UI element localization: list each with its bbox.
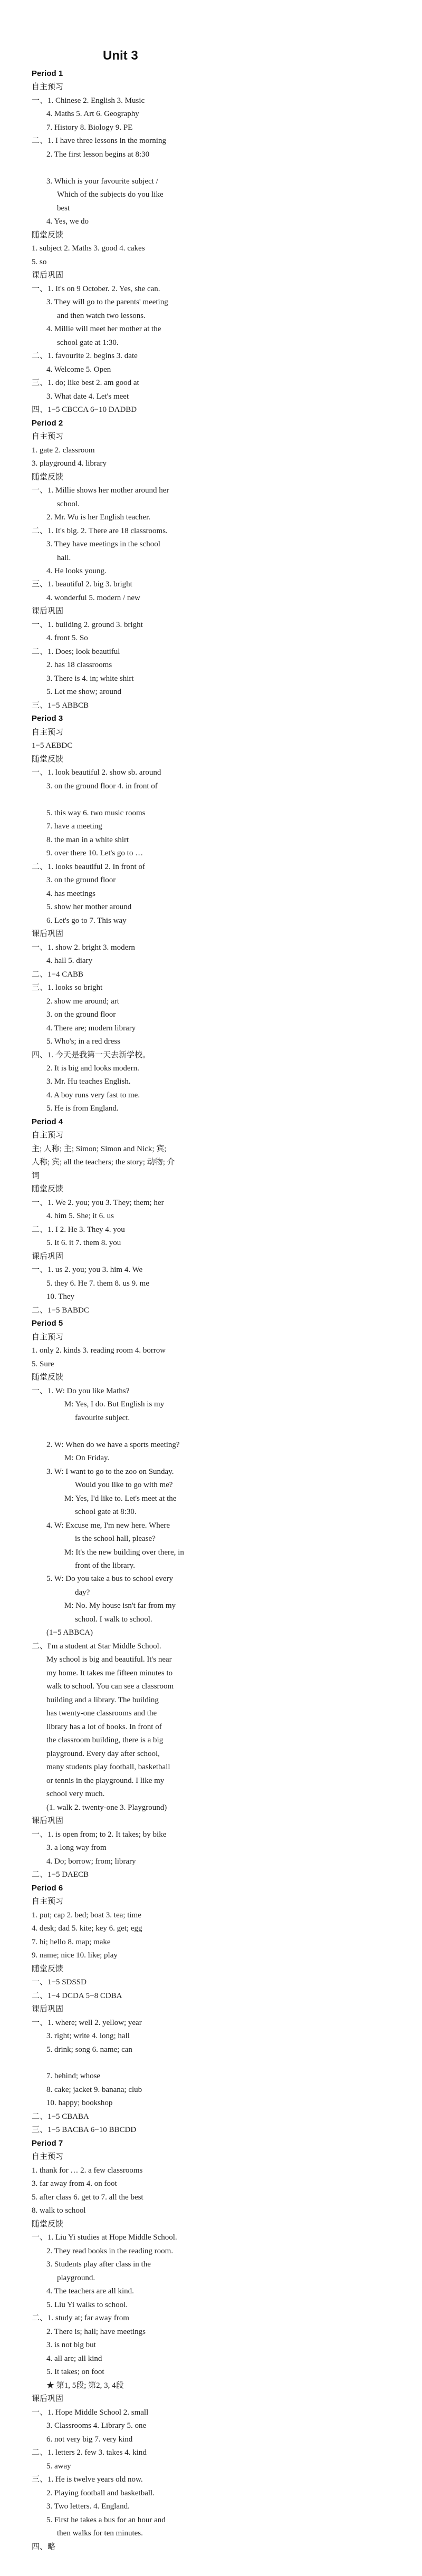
answer-line: 三、1. He is twelve years old now. bbox=[32, 2475, 143, 2484]
answer-line: 一、1−5 SDSSD bbox=[32, 1978, 87, 1986]
answer-line: 4. all are; all kind bbox=[46, 2355, 102, 2363]
answer-line: 一、1. us 2. you; you 3. him 4. We bbox=[32, 1266, 143, 1274]
section-label: 自主预习 bbox=[32, 432, 64, 441]
answer-line: 7. have a meeting bbox=[46, 822, 102, 831]
answer-line: school. bbox=[57, 500, 80, 508]
answer-line: 二、1. It's big. 2. There are 18 classrooms. bbox=[32, 527, 168, 535]
answer-line: M: Yes, I'd like to. Let's meet at the bbox=[64, 1494, 177, 1503]
answer-line: 一、1. is open from; to 2. It takes; by bike bbox=[32, 1830, 167, 1839]
answer-line: 3. W: I want to go to the zoo on Sunday. bbox=[46, 1468, 174, 1476]
answer-line: M: It's the new building over there, in bbox=[64, 1548, 184, 1557]
answer-line: 4. him 5. She; it 6. us bbox=[46, 1212, 114, 1220]
answer-line: school. I walk to school. bbox=[75, 1615, 152, 1624]
answer-line: 3. They will go to the parents' meeting bbox=[46, 298, 168, 306]
section-label: 课后巩固 bbox=[32, 271, 64, 279]
answer-line: 5. Let me show; around bbox=[46, 688, 122, 696]
page-title: Unit 3 bbox=[103, 49, 138, 63]
answer-line: hall. bbox=[57, 554, 71, 562]
section-label: 课后巩固 bbox=[32, 2005, 64, 2013]
answer-line: 4. There are; modern library bbox=[46, 1024, 136, 1033]
answer-line: school gate at 1:30. bbox=[57, 339, 119, 347]
answer-line: 4. Yes, we do bbox=[46, 217, 89, 226]
answer-line: 一、1. Millie shows her mother around her bbox=[32, 486, 169, 495]
answer-line: 三、1. looks so bright bbox=[32, 983, 103, 992]
answer-line: 2. They read books in the reading room. bbox=[46, 2247, 174, 2255]
answer-line: 4. W: Excuse me, I'm new here. Where bbox=[46, 1521, 170, 1530]
answer-line: 四、1−5 CBCCA 6−10 DADBD bbox=[32, 406, 137, 414]
answer-line: 8. cake; jacket 9. banana; club bbox=[46, 2086, 142, 2094]
answer-line: 6. Let's go to 7. This way bbox=[46, 916, 127, 925]
section-label: 课后巩固 bbox=[32, 1817, 64, 1825]
answer-line: 5. after class 6. get to 7. all the best bbox=[32, 2193, 143, 2202]
period-heading: Period 6 bbox=[32, 1884, 63, 1893]
answer-line: 3. far away from 4. on foot bbox=[32, 2179, 117, 2188]
period-heading: Period 4 bbox=[32, 1117, 63, 1126]
answer-line: 5. It takes; on foot bbox=[46, 2368, 104, 2376]
answer-line: 4. Maths 5. Art 6. Geography bbox=[46, 110, 139, 118]
answer-line: 7. behind; whose bbox=[46, 2072, 101, 2080]
section-label: 自主预习 bbox=[32, 83, 64, 91]
section-label: 随堂反馈 bbox=[32, 755, 64, 764]
answer-line: playground. Every day after school, bbox=[46, 1750, 160, 1758]
answer-line: M: Yes, I do. But English is my bbox=[64, 1400, 165, 1408]
answer-line: 4. Do; borrow; from; library bbox=[46, 1857, 136, 1866]
answer-line: best bbox=[57, 204, 70, 213]
answer-line: 主; 人称; 主; Simon; Simon and Nick; 宾; bbox=[32, 1145, 167, 1153]
answer-line: 一、1. We 2. you; you 3. They; them; her bbox=[32, 1199, 164, 1207]
answer-line: (1. walk 2. twenty-one 3. Playground) bbox=[46, 1803, 167, 1812]
answer-line: 9. over there 10. Let's go to … bbox=[46, 849, 143, 857]
answer-line: 5. Sure bbox=[32, 1360, 54, 1368]
answer-line: 二、1. I have three lessons in the morning bbox=[32, 137, 166, 145]
answer-line: 5. this way 6. two music rooms bbox=[46, 809, 146, 817]
period-heading: Period 7 bbox=[32, 2139, 63, 2148]
answer-line: 5. show her mother around bbox=[46, 903, 132, 911]
answer-line: playground. bbox=[57, 2274, 95, 2282]
answer-line: 4. Millie will meet her mother at the bbox=[46, 325, 161, 333]
answer-line: 一、1. show 2. bright 3. modern bbox=[32, 943, 135, 952]
answer-line: 2. W: When do we have a sports meeting? bbox=[46, 1441, 180, 1449]
answer-line: 3. playground 4. library bbox=[32, 459, 107, 468]
answer-line: 5. W: Do you take a bus to school every bbox=[46, 1575, 173, 1583]
answer-line: 5. they 6. He 7. them 8. us 9. me bbox=[46, 1279, 149, 1288]
answer-line: 3. on the ground floor 4. in front of bbox=[46, 782, 158, 790]
answer-line: 5. He is from England. bbox=[46, 1104, 119, 1113]
answer-line: and then watch two lessons. bbox=[57, 312, 146, 320]
period-heading: Period 5 bbox=[32, 1319, 63, 1328]
section-label: 课后巩固 bbox=[32, 1252, 64, 1261]
answer-line: 三、1−5 ABBCB bbox=[32, 701, 89, 710]
answer-line: 二、1−5 CBABA bbox=[32, 2112, 89, 2121]
answer-line: 1. only 2. kinds 3. reading room 4. borrow bbox=[32, 1346, 166, 1355]
answer-line: 4. The teachers are all kind. bbox=[46, 2287, 134, 2295]
answer-line: 一、1. where; well 2. yellow; year bbox=[32, 2019, 142, 2027]
answer-line: 5. Liu Yi walks to school. bbox=[46, 2301, 128, 2309]
answer-line: ★ 第1, 5段; 第2, 3, 4段 bbox=[46, 2381, 124, 2390]
answer-line: 5. drink; song 6. name; can bbox=[46, 2046, 132, 2054]
section-label: 课后巩固 bbox=[32, 607, 64, 615]
answer-line: 人称; 宾; all the teachers; the story; 动物; 介 bbox=[32, 1158, 175, 1166]
answer-line: 1. put; cap 2. bed; boat 3. tea; time bbox=[32, 1911, 141, 1919]
answer-line: 3. is not big but bbox=[46, 2341, 96, 2349]
section-label: 随堂反馈 bbox=[32, 1185, 64, 1193]
answer-line: M: On Friday. bbox=[64, 1454, 110, 1462]
answer-line: building and a library. The building bbox=[46, 1696, 159, 1704]
answer-line: 5. First he takes a bus for an hour and bbox=[46, 2516, 166, 2524]
answer-line: M: No. My house isn't far from my bbox=[64, 1601, 176, 1610]
section-label: 自主预习 bbox=[32, 1131, 64, 1140]
answer-line: 二、1−4 DCDA 5−8 CDBA bbox=[32, 1992, 122, 2000]
answer-line: 二、1. looks beautiful 2. In front of bbox=[32, 863, 145, 871]
answer-line: 2. has 18 classrooms bbox=[46, 661, 112, 669]
answer-line: walk to school. You can see a classroom bbox=[46, 1682, 174, 1691]
answer-line: 一、1. Liu Yi studies at Hope Middle School. bbox=[32, 2233, 177, 2242]
answer-line: 二、1. Does; look beautiful bbox=[32, 648, 120, 656]
answer-line: 6. not very big 7. very kind bbox=[46, 2435, 133, 2444]
answer-line: 2. show me around; art bbox=[46, 997, 119, 1006]
answer-line: 5. so bbox=[32, 258, 47, 266]
answer-line: favourite subject. bbox=[75, 1414, 130, 1422]
answer-line: 7. hi; hello 8. map; make bbox=[32, 1938, 111, 1946]
answer-line: (1−5 ABBCA) bbox=[46, 1628, 93, 1637]
answer-line: 3. Classrooms 4. Library 5. one bbox=[46, 2421, 147, 2430]
answer-line: front of the library. bbox=[75, 1561, 135, 1570]
answer-line: 4. has meetings bbox=[46, 890, 95, 898]
answer-line: 一、1. Chinese 2. English 3. Music bbox=[32, 97, 145, 105]
answer-line: 1. gate 2. classroom bbox=[32, 446, 95, 455]
section-label: 自主预习 bbox=[32, 1333, 64, 1342]
answer-line: 2. The first lesson begins at 8:30 bbox=[46, 150, 150, 159]
section-label: 随堂反馈 bbox=[32, 473, 64, 481]
answer-line: 10. They bbox=[46, 1292, 75, 1301]
answer-line: 二、1. letters 2. few 3. takes 4. kind bbox=[32, 2448, 147, 2457]
answer-line: 二、I'm a student at Star Middle School. bbox=[32, 1642, 161, 1651]
answer-line: 3. on the ground floor bbox=[46, 876, 116, 884]
answer-line: 5. It 6. it 7. them 8. you bbox=[46, 1239, 121, 1247]
answer-line: the classroom building, there is a big bbox=[46, 1736, 164, 1744]
answer-line: 3. Mr. Hu teaches English. bbox=[46, 1077, 131, 1086]
answer-line: 二、1−5 BABDC bbox=[32, 1306, 89, 1315]
section-label: 自主预习 bbox=[32, 1897, 64, 1906]
answer-line: Would you like to go with me? bbox=[75, 1481, 173, 1489]
answer-line: school very much. bbox=[46, 1790, 105, 1798]
answer-line: 3. a long way from bbox=[46, 1844, 107, 1852]
answer-line: 3. Which is your favourite subject / bbox=[46, 177, 158, 186]
answer-line: 8. walk to school bbox=[32, 2206, 86, 2215]
period-heading: Period 1 bbox=[32, 69, 63, 78]
answer-line: 一、1. It's on 9 October. 2. Yes, she can. bbox=[32, 285, 160, 293]
answer-line: school gate at 8:30. bbox=[75, 1508, 137, 1516]
answer-line: 2. Mr. Wu is her English teacher. bbox=[46, 513, 150, 522]
answer-line: 3. on the ground floor bbox=[46, 1010, 116, 1019]
answer-line: 二、1. I 2. He 3. They 4. you bbox=[32, 1226, 125, 1234]
section-label: 课后巩固 bbox=[32, 2395, 64, 2403]
answer-line: 10. happy; bookshop bbox=[46, 2099, 113, 2107]
answer-line: has twenty-one classrooms and the bbox=[46, 1709, 157, 1718]
answer-line: or tennis in the playground. I like my bbox=[46, 1777, 165, 1785]
answer-line: 一、1. W: Do you like Maths? bbox=[32, 1387, 130, 1395]
answer-line: 7. History 8. Biology 9. PE bbox=[46, 123, 133, 132]
answer-line: 三、1. beautiful 2. big 3. bright bbox=[32, 580, 132, 588]
answer-line: 2. It is big and looks modern. bbox=[46, 1064, 139, 1073]
section-label: 自主预习 bbox=[32, 728, 64, 737]
answer-line: 四、略 bbox=[32, 2543, 56, 2551]
section-label: 随堂反馈 bbox=[32, 1373, 64, 1382]
answer-line: 3. What date 4. Let's meet bbox=[46, 392, 129, 401]
section-label: 自主预习 bbox=[32, 2153, 64, 2161]
section-label: 课后巩固 bbox=[32, 930, 64, 938]
answer-line: is the school hall, please? bbox=[75, 1535, 156, 1543]
answer-line: 4. desk; dad 5. kite; key 6. get; egg bbox=[32, 1924, 142, 1933]
answer-line: 9. name; nice 10. like; play bbox=[32, 1951, 118, 1960]
answer-line: 3. Two letters. 4. England. bbox=[46, 2502, 130, 2511]
answer-line: 二、1. study at; far away from bbox=[32, 2314, 129, 2322]
answer-line: 8. the man in a white shirt bbox=[46, 836, 129, 844]
answer-line: 三、1−5 BACBA 6−10 BBCDD bbox=[32, 2126, 137, 2134]
answer-line: 3. They have meetings in the school bbox=[46, 540, 160, 548]
section-label: 随堂反馈 bbox=[32, 231, 64, 239]
answer-line: 一、1. look beautiful 2. show sb. around bbox=[32, 768, 161, 777]
answer-line: library has a lot of books. In front of bbox=[46, 1723, 162, 1731]
answer-line: Which of the subjects do you like bbox=[57, 190, 164, 199]
answer-line: 4. wonderful 5. modern / new bbox=[46, 594, 140, 602]
answer-line: 一、1. Hope Middle School 2. small bbox=[32, 2408, 149, 2417]
answer-line: 4. He looks young. bbox=[46, 567, 107, 575]
answer-line: my home. It takes me fifteen minutes to bbox=[46, 1669, 173, 1677]
answer-line: 二、1−5 DAECB bbox=[32, 1870, 89, 1879]
answer-line: 四、1. 今天是我第一天去新学校。 bbox=[32, 1051, 151, 1059]
answer-line: 1. subject 2. Maths 3. good 4. cakes bbox=[32, 244, 145, 253]
answer-line: 三、1. do; like best 2. am good at bbox=[32, 379, 139, 387]
answer-line: 5. away bbox=[46, 2462, 71, 2471]
answer-line: 2. Playing football and basketball. bbox=[46, 2489, 155, 2497]
answer-line: 5. Who's; in a red dress bbox=[46, 1037, 120, 1046]
answer-line: 1−5 AEBDC bbox=[32, 741, 73, 750]
period-heading: Period 3 bbox=[32, 714, 63, 723]
answer-line: 二、1−4 CABB bbox=[32, 970, 84, 979]
answer-line: many students play football, basketball bbox=[46, 1763, 170, 1771]
answer-line: 4. A boy runs very fast to me. bbox=[46, 1091, 140, 1099]
answer-line: 4. hall 5. diary bbox=[46, 957, 93, 965]
answer-line: 二、1. favourite 2. begins 3. date bbox=[32, 352, 138, 360]
answer-line: My school is big and beautiful. It's near bbox=[46, 1655, 172, 1664]
answer-line: 4. front 5. So bbox=[46, 634, 88, 642]
section-label: 随堂反馈 bbox=[32, 1965, 64, 1973]
answer-line: 3. There is 4. in; white shirt bbox=[46, 674, 134, 683]
answer-line: 1. thank for … 2. a few classrooms bbox=[32, 2166, 143, 2175]
answer-line: 一、1. building 2. ground 3. bright bbox=[32, 621, 143, 629]
answer-line: 词 bbox=[32, 1172, 40, 1180]
section-label: 随堂反馈 bbox=[32, 2220, 64, 2228]
answer-line: 4. Welcome 5. Open bbox=[46, 365, 111, 374]
answer-line: 3. right; write 4. long; hall bbox=[46, 2032, 130, 2040]
answer-line: day? bbox=[75, 1588, 90, 1597]
answer-line: then walks for ten minutes. bbox=[57, 2529, 143, 2538]
period-heading: Period 2 bbox=[32, 419, 63, 428]
answer-line: 3. Students play after class in the bbox=[46, 2260, 151, 2269]
answer-line: 2. There is; hall; have meetings bbox=[46, 2328, 146, 2336]
